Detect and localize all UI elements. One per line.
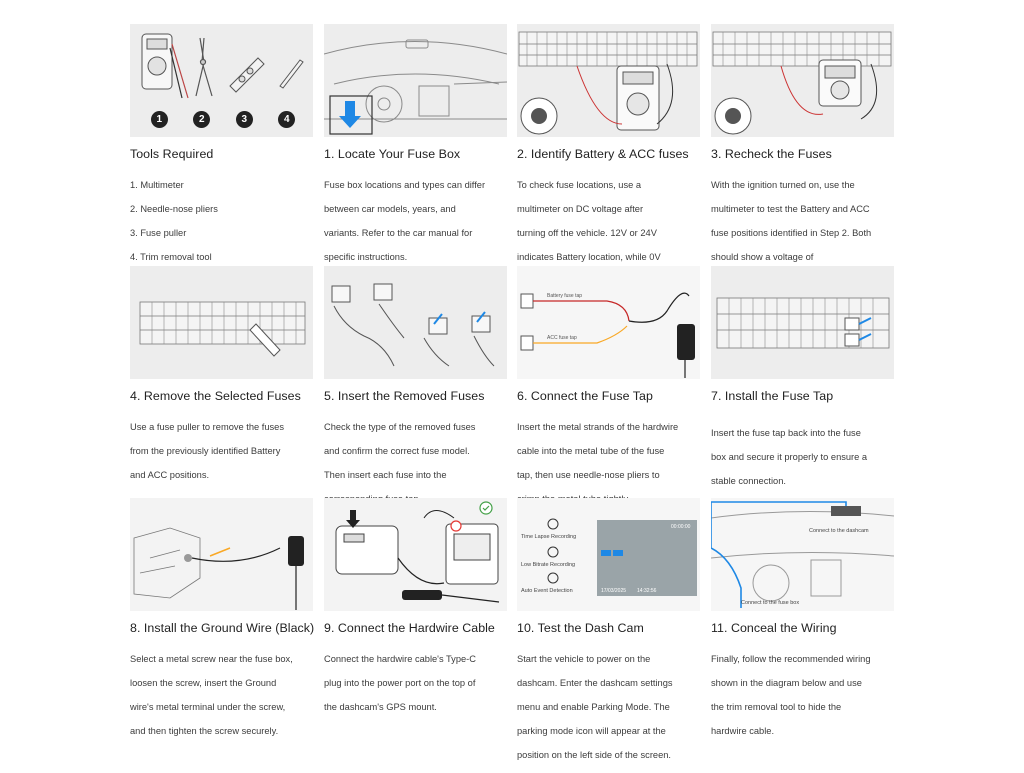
desc-line: the dashcam's GPS mount.: [324, 702, 437, 712]
step-description: [130, 167, 313, 275]
dashcam-screen: [597, 520, 697, 596]
desc-line: Fuse box locations and types can differ: [324, 180, 486, 190]
voltage-converter-icon: [677, 324, 695, 360]
screen-timer: 00:00:00: [671, 524, 691, 530]
step-title: 10. Test the Dash Cam: [517, 621, 644, 635]
tool-number-badges: [138, 111, 308, 128]
step-title: 4. Remove the Selected Fuses: [130, 389, 301, 403]
step-title: 3. Recheck the Fuses: [711, 147, 832, 161]
screen-time: 14:32:56: [637, 588, 657, 594]
ground-wire-illustration: [130, 498, 313, 611]
desc-line: the trim removal tool to hide the: [711, 702, 842, 712]
hardwire-connection-illustration: [324, 498, 507, 611]
down-arrow-icon: [339, 101, 361, 128]
desc-line: With the ignition turned on, use the: [711, 180, 855, 190]
desc-line: hardwire cable.: [711, 726, 775, 736]
car-interior-illustration: [324, 24, 507, 137]
desc-line: variants. Refer to the car manual for: [324, 228, 473, 238]
step-title: 8. Install the Ground Wire (Black): [130, 621, 315, 635]
fuse-puller-icon: [230, 58, 264, 92]
fuse-tap-wiring-illustration: [517, 266, 700, 379]
desc-line: 3. Fuse puller: [130, 228, 187, 238]
desc-line: Start the vehicle to power on the: [517, 654, 651, 664]
fuse-box-icon: [519, 32, 697, 66]
fusebox-connection-label: Connect to the fuse box: [741, 600, 800, 606]
step-description: [517, 641, 700, 773]
desc-line: Connect the hardwire cable's Type-C: [324, 654, 476, 664]
voltage-converter-icon: [402, 590, 442, 600]
low-bitrate-label: Low Bitrate Recording: [521, 562, 576, 568]
step-title: Tools Required: [130, 147, 214, 161]
time-lapse-label: Time Lapse Recording: [521, 534, 577, 540]
auto-event-icon: [548, 573, 558, 583]
screen-date: 17/03/2025: [601, 588, 627, 594]
step-title: 9. Connect the Hardwire Cable: [324, 621, 495, 635]
desc-line: Select a metal screw near the fuse box,: [130, 654, 293, 664]
step-description: [711, 641, 894, 749]
badge-4: 4: [278, 111, 295, 128]
low-bitrate-icon: [548, 547, 558, 557]
tools-illustration: [130, 24, 313, 137]
step-description: [130, 409, 313, 493]
step-description: [711, 415, 894, 499]
desc-line: plug into the power port on the top of: [324, 678, 476, 688]
desc-line: dashcam. Enter the dashcam settings: [517, 678, 673, 688]
check-icon: [480, 502, 492, 514]
step-title: 5. Insert the Removed Fuses: [324, 389, 485, 403]
step-title: 6. Connect the Fuse Tap: [517, 389, 653, 403]
desc-line: 1. Multimeter: [130, 180, 184, 190]
desc-line: stable connection.: [711, 476, 786, 486]
desc-line: between car models, years, and: [324, 204, 456, 214]
acc-fuse-tap-label: ACC fuse tap: [547, 335, 577, 341]
desc-line: fuse positions identified in Step 2. Both: [711, 228, 872, 238]
step-description: [324, 641, 507, 725]
badge-1: 1: [151, 111, 168, 128]
desc-line: should show a voltage of: [711, 252, 814, 262]
battery-fuse-tap-icon: [521, 294, 533, 308]
battery-fuse-tap-label: Battery fuse tap: [547, 293, 583, 299]
desc-line: cable into the metal tube of the fuse: [517, 446, 665, 456]
multimeter-icon: [142, 34, 188, 98]
badge-3: 3: [236, 111, 253, 128]
wiring-route-illustration: [711, 498, 894, 611]
dashcam-icon: [831, 506, 861, 516]
fuse-insertion-illustration: [324, 266, 507, 379]
desc-line: Insert the fuse tap back into the fuse: [711, 428, 861, 438]
desc-line: parking mode icon will appear at the: [517, 726, 666, 736]
down-arrow-icon: [346, 510, 360, 528]
desc-line: shown in the diagram below and use: [711, 678, 862, 688]
desc-line: 4. Trim removal tool: [130, 252, 212, 262]
desc-line: wire's metal terminal under the screw,: [130, 702, 286, 712]
fuse-removal-illustration: [130, 266, 313, 379]
trim-tool-icon: [280, 60, 303, 88]
dashcam-screen-icon: [446, 524, 498, 584]
fuse-box-multimeter-illustration: [517, 24, 700, 137]
acc-fuse-tap-icon: [521, 336, 533, 350]
multimeter-icon: [819, 60, 861, 106]
desc-line: turning off the vehicle. 12V or 24V: [517, 228, 657, 238]
desc-line: Finally, follow the recommended wiring: [711, 654, 871, 664]
warn-icon: [451, 521, 461, 531]
badge-2: 2: [193, 111, 210, 128]
fuse-box-multimeter-illustration: [711, 24, 894, 137]
step-description: [324, 167, 507, 275]
dashcam-connection-label: Connect to the dashcam: [809, 528, 869, 534]
step-title: 1. Locate Your Fuse Box: [324, 147, 461, 161]
desc-line: position on the left side of the screen.: [517, 750, 672, 760]
desc-line: indicates Battery location, while 0V: [517, 252, 661, 262]
step-title: 2. Identify Battery & ACC fuses: [517, 147, 689, 161]
desc-line: specific instructions.: [324, 252, 408, 262]
desc-line: menu and enable Parking Mode. The: [517, 702, 670, 712]
voltage-converter-icon: [288, 536, 304, 566]
desc-line: multimeter to test the Battery and ACC: [711, 204, 870, 214]
dashcam-mount-icon: [336, 526, 398, 574]
time-lapse-icon: [548, 519, 558, 529]
step-title: 11. Conceal the Wiring: [711, 621, 837, 635]
parking-mode-screen-illustration: [517, 498, 700, 611]
desc-line: 2. Needle-nose pliers: [130, 204, 218, 214]
pliers-icon: [196, 38, 212, 96]
desc-line: Check the type of the removed fuses: [324, 422, 476, 432]
desc-line: multimeter on DC voltage after: [517, 204, 644, 214]
auto-event-label: Auto Event Detection: [521, 588, 573, 594]
desc-line: box and secure it properly to ensure a: [711, 452, 868, 462]
desc-line: Use a fuse puller to remove the fuses: [130, 422, 284, 432]
fuse-tap-install-illustration: [711, 266, 894, 379]
desc-line: To check fuse locations, use a: [517, 180, 642, 190]
desc-line: loosen the screw, insert the Ground: [130, 678, 277, 688]
desc-line: and ACC positions.: [130, 470, 210, 480]
desc-line: Then insert each fuse into the: [324, 470, 447, 480]
desc-line: Insert the metal strands of the hardwire: [517, 422, 679, 432]
fuse-box-icon: [713, 32, 891, 66]
multimeter-icon: [617, 66, 659, 130]
fuse-box-icon: [140, 302, 305, 344]
desc-line: tap, then use needle-nose pliers to: [517, 470, 660, 480]
wiring-route-path: [711, 502, 846, 608]
step-description: [130, 641, 313, 749]
desc-line: from the previously identified Battery: [130, 446, 281, 456]
desc-line: and then tighten the screw securely.: [130, 726, 279, 736]
desc-line: and confirm the correct fuse model.: [324, 446, 470, 456]
step-title: 7. Install the Fuse Tap: [711, 389, 834, 403]
